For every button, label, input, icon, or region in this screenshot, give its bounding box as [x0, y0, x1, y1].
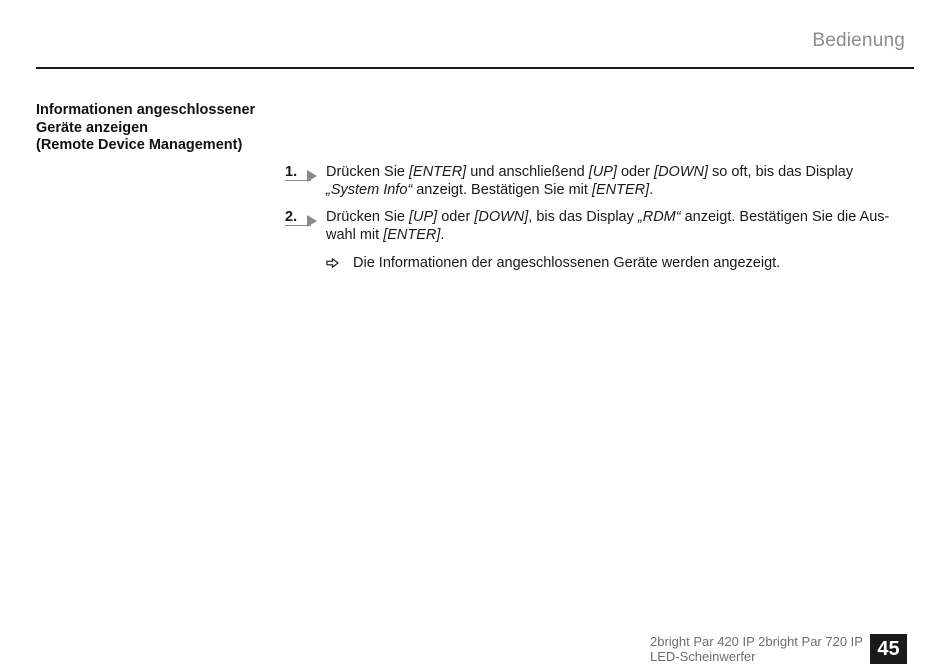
step-text: Drücken Sie [UP] oder [DOWN], bis das Display „RDM“ anzeigt. Bestätigen Sie die Aus-wahl mit [ENTER]. [326, 208, 890, 243]
step-arrow-icon [307, 215, 317, 227]
result-arrow-icon [326, 258, 339, 268]
header-divider [36, 67, 914, 69]
footer-product [650, 634, 870, 664]
result-text: Die Informationen der angeschlossenen Geräte werden angezeigt. [353, 254, 781, 271]
step-result [285, 254, 910, 272]
step-2 [285, 208, 910, 244]
step-number-marker [285, 163, 319, 187]
section-heading-line: Geräte anzeigen [36, 119, 149, 136]
page-number-badge: 45 [870, 634, 907, 664]
step-text: Drücken Sie [ENTER] und anschließend [UP] oder [DOWN] so oft, bis das Display „System Info“ anzeigt. Bestätigen Sie mit [ENTER]. [326, 164, 854, 198]
footer-product-subtitle: LED-Scheinwerfer [650, 649, 756, 664]
section-heading-line: Informationen angeschlossener [36, 102, 256, 118]
step-1 [285, 163, 910, 199]
step-number: 1. [285, 164, 298, 180]
page-header-title: Bedienung [812, 30, 905, 51]
section-heading [36, 102, 286, 155]
section-heading-line: (Remote Device Management) [36, 137, 243, 153]
footer-product-line: 2bright Par 420 IP 2bright Par 720 IP [650, 634, 863, 649]
step-number: 2. [285, 208, 298, 225]
step-number-marker [285, 208, 319, 232]
instruction-steps [285, 163, 910, 272]
step-arrow-icon [307, 170, 317, 182]
